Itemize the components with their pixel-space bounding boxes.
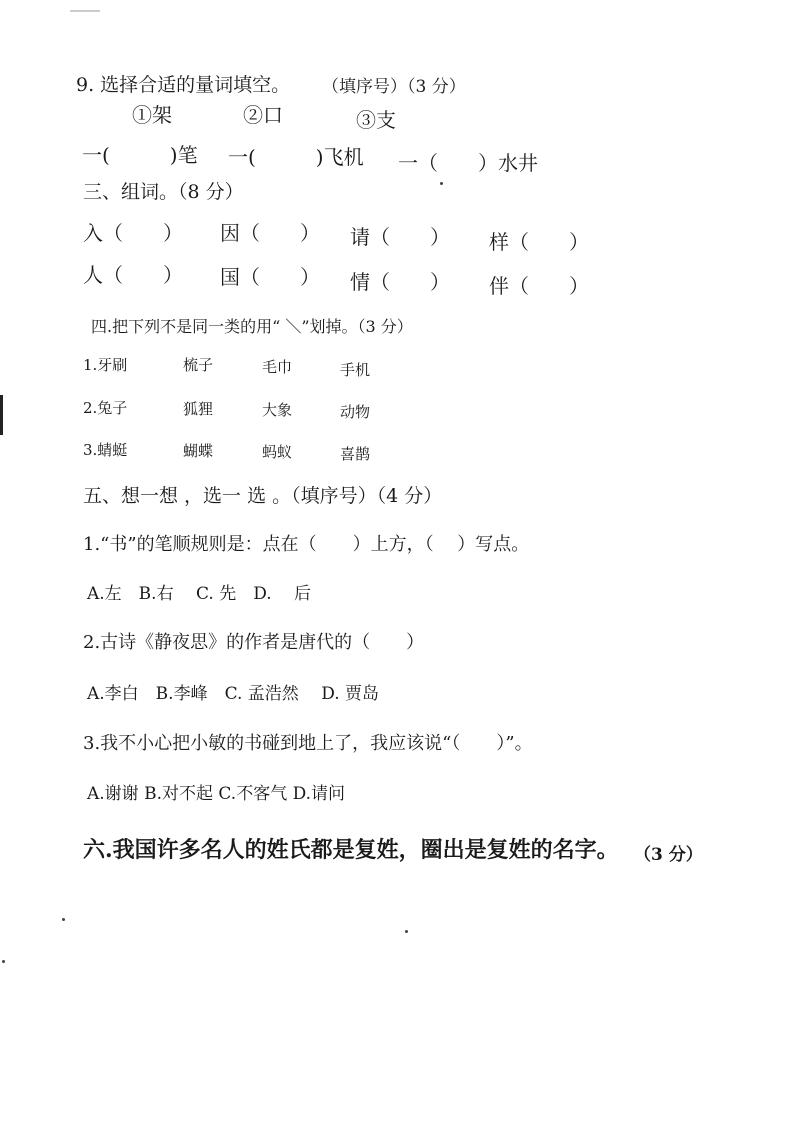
word-blank: 请（ ）: [350, 225, 450, 249]
q9-note: （填序号）（3 分）: [322, 77, 466, 97]
scan-speck: [62, 918, 65, 921]
classify-item: 梳子: [183, 356, 214, 374]
section-6-title: 六.我国许多名人的姓氏都是复姓，圈出是复姓的名字。: [83, 837, 619, 863]
word-blank: 伴（ ）: [489, 274, 589, 298]
scan-speck: [440, 182, 443, 185]
word-blank: 入（ ）: [83, 221, 183, 245]
q9-blank: 一（ ）水井: [398, 151, 538, 175]
s5-options-1: A.左 B.右 C. 先 D. 后: [87, 584, 312, 604]
q9-blank: 一( )笔: [82, 143, 198, 167]
section-4-title: 四.把下列不是同一类的用“ ＼”划掉。（3 分）: [91, 317, 413, 336]
q9-option: ②口: [243, 103, 283, 127]
word-blank: 人（ ）: [83, 263, 183, 287]
scan-speck: [2, 960, 5, 963]
word-blank: 因（ ）: [220, 221, 320, 245]
classify-item: 喜鹊: [340, 445, 371, 463]
classify-item: 3.蜻蜓: [83, 441, 128, 459]
classify-item: 蝴蝶: [183, 442, 214, 460]
word-blank: 国（ ）: [220, 265, 320, 289]
classify-item: 1.牙刷: [83, 356, 128, 374]
section-5-title: 五、想一想 ，选一 选 。（填序号）（4 分）: [83, 485, 443, 507]
q9-option: ③支: [356, 108, 396, 132]
classify-item: 手机: [340, 361, 371, 379]
section-3-title: 三、组词。（8 分）: [83, 181, 244, 203]
classify-item: 蚂蚁: [262, 443, 293, 461]
s5-question-2: 2.古诗《静夜思》的作者是唐代的（ ）: [83, 632, 425, 653]
s5-options-3: A.谢谢 B.对不起 C.不客气 D.请问: [87, 784, 346, 804]
classify-item: 狐狸: [183, 400, 214, 418]
s5-question-3: 3.我不小心把小敏的书碰到地上了，我应该说“（ ）”。: [83, 733, 533, 754]
classify-item: 大象: [262, 401, 293, 419]
s5-question-1: 1.“书”的笔顺规则是：点在（ ）上方，（ ）写点。: [83, 534, 530, 555]
word-blank: 样（ ）: [489, 230, 589, 254]
q9-option: ①架: [132, 103, 172, 127]
classify-item: 毛巾: [262, 358, 293, 376]
q9-blank: 一( )飞机: [228, 145, 364, 169]
section-6-score: （3 分）: [634, 845, 703, 865]
word-blank: 情（ ）: [350, 270, 450, 294]
scan-speck: [405, 930, 408, 933]
scan-artifact-line: [70, 10, 100, 12]
q9-title: 9. 选择合适的量词填空。: [76, 74, 291, 96]
s5-options-2: A.李白 B.李峰 C. 孟浩然 D. 贾岛: [87, 684, 380, 704]
scan-artifact-edge: [0, 395, 3, 435]
classify-item: 动物: [340, 403, 371, 421]
classify-item: 2.兔子: [83, 399, 128, 417]
